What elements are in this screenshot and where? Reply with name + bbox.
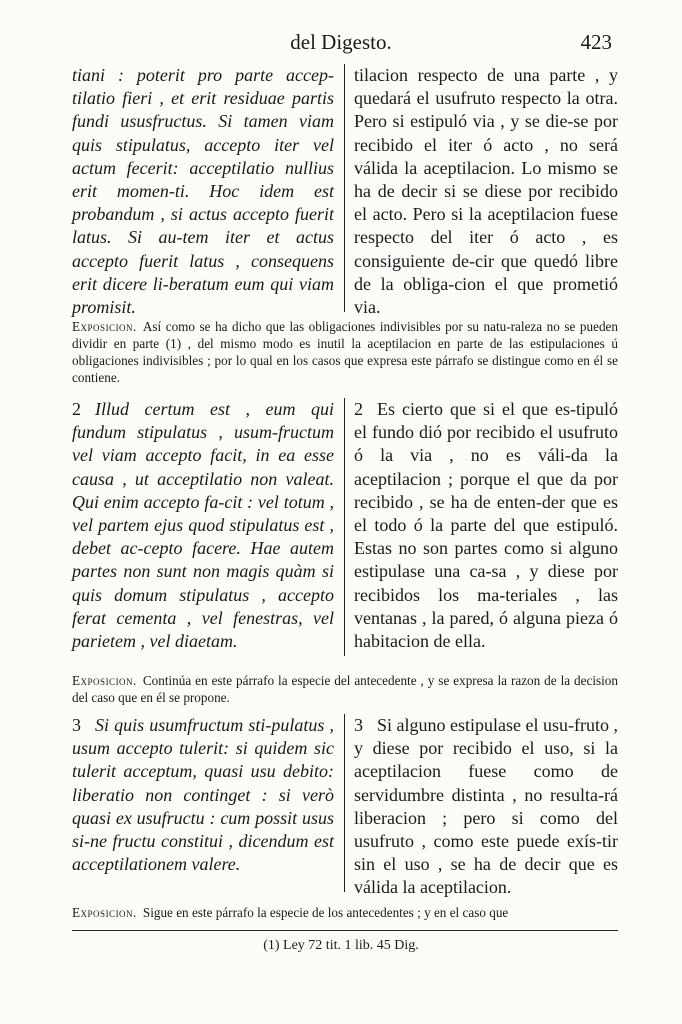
exposition-1: [72, 318, 618, 386]
spanish-text: [354, 398, 618, 653]
exposition-label: Exposicion.: [72, 905, 137, 920]
section-2: [72, 398, 618, 658]
paragraph-number: 3: [354, 715, 363, 735]
spanish-body: Es cierto que si el que es-tipuló el fundo dió por recibido el usufruto ó la via , no es váli-da la aceptilacion ; porque el que da por recibido , se ha de enten-der que es el todo ó la parte del que estipuló. Estas no son partes como si alguno estipulase una ca-sa , y diese por recibidos los ma-teriales , las ventanas , la pared, ó alguna pieza ó habitacion de ella.: [354, 399, 618, 652]
exposition-text: Continúa en este párrafo la especie del antecedente , y se expresa la razon de la decision del caso que en él se propone.: [72, 673, 618, 705]
footnote-rule: [72, 930, 618, 931]
latin-text: [72, 714, 334, 876]
column-divider: [344, 714, 345, 892]
section-3: [72, 714, 618, 898]
exposition-text: Así como se ha dicho que las obligaciones indivisibles por su natu-raleza no se pueden dividir en parte (1) , del mismo modo es inutil la aceptilacion en parte de las estipulaciones ú obligaciones indivisibles ; por lo qual en los casos que expresa este párrafo se distingue como en él se contiene.: [72, 319, 618, 385]
running-title: del Digesto.: [290, 30, 392, 54]
paragraph-number: 2: [354, 399, 363, 419]
spanish-text: [354, 714, 618, 900]
spanish-body: tilacion respecto de una parte , y quedará el usufruto respecto la otra. Pero si estipuló via , y se die-se por recibido el iter ó acto , no será válida la aceptilacion. Lo mismo se ha de decir si se diese por recibido el acto. Pero si la aceptilacion fuese respecto del iter ó acto , es consiguiente de-cir que quedó libre de la obliga-cion el que prometió via.: [354, 65, 618, 318]
paragraph-number: 2: [72, 399, 81, 419]
column-divider: [344, 398, 345, 656]
page-header: [0, 30, 682, 60]
latin-text: [72, 398, 334, 653]
exposition-3: [72, 904, 618, 921]
latin-body: Si quis usumfructum sti-pulatus , usum accepto tulerit: si quidem sic tulerit acceptum, quasi usu debito: liberatio non continget : si verò quasi ex usufructu : cum possit usus si-ne fructu constitui , dicendum est acceptilationem valere.: [72, 715, 334, 875]
exposition-2: [72, 672, 618, 706]
exposition-label: Exposicion.: [72, 673, 137, 688]
spanish-body: Si alguno estipulase el usu-fruto , y diese por recibido el uso, si la aceptilacion fuese como de servidumbre distinta , no resulta-rá liberacion ; pero si como del usufruto , como este puede exís-tir sin el uso , se ha de decir que es válida la aceptilacion.: [354, 715, 618, 898]
exposition-label: Exposicion.: [72, 319, 137, 334]
column-divider: [344, 64, 345, 312]
footnote: (1) Ley 72 tit. 1 lib. 45 Dig.: [263, 938, 419, 953]
page-number: 423: [580, 30, 612, 54]
latin-body: tiani : poterit pro parte accep-tilatio fieri , et erit residuae partis fundi ususfructus. Si tamen viam quis stipulatus, accepto iter vel actum fecerit: acceptilatio nullius erit momen-ti. Hoc idem est probandum , si actus accepto fuerit latus. Si au-tem iter et actus accepto fuerit latus , consequens erit dicere li-beratum eum qui viam promisit.: [72, 65, 334, 318]
section-1: [72, 64, 618, 318]
latin-text: [72, 64, 334, 319]
paragraph-number: 3: [72, 715, 81, 735]
exposition-text: Sigue en este párrafo la especie de los antecedentes ; y en el caso que: [142, 905, 509, 920]
spanish-text: [354, 64, 618, 319]
latin-body: Illud certum est , eum qui fundum stipulatus , usum-fructum vel viam accepto facit, in ea esse causa , ut acceptilatio non valeat. Qui enim accepto fa-cit : vel totum , vel partem ejus quod stipulatus est , debet ac-cepto facere. Hae autem partes non sunt non magis quàm si quis domum stipulatus , accepto ferat cementa , vel fenestras, vel parietem , vel diaetam.: [72, 399, 334, 652]
